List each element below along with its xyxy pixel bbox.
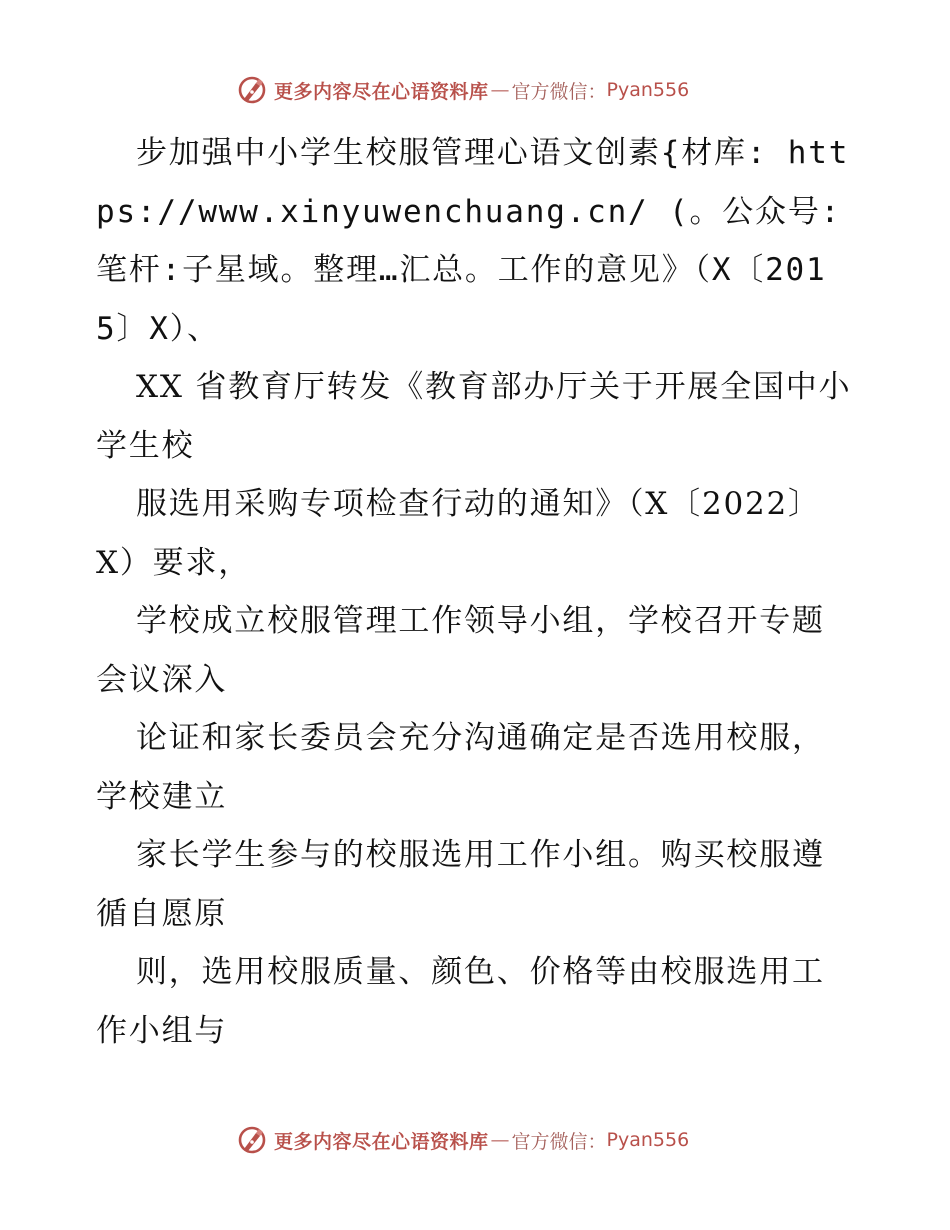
pen-nib-logo-icon xyxy=(236,1124,268,1156)
body-paragraph-1: 步加强中小学生校服管理心语文创素{材库: https://www.xinyuwenchuang.cn/ (。公众号: 笔杆:子星域。整理…汇总。工作的意见》（X〔2015〕X）、 xyxy=(96,135,850,347)
pen-nib-logo-icon xyxy=(236,74,268,106)
banner-separator: — xyxy=(490,1129,510,1151)
body-paragraph-6: 家长学生参与的校服选用工作小组。购买校服遵循自愿原 xyxy=(96,837,825,932)
footer-banner xyxy=(236,1122,689,1158)
banner-wechat-id: Pyan556 xyxy=(606,1129,690,1151)
banner-wechat-label: 官方微信： xyxy=(511,80,607,103)
header-banner xyxy=(236,72,689,108)
banner-text: 更多内容尽在心语资料库 xyxy=(274,80,489,103)
body-paragraph-7: 则，选用校服质量、颜色、价格等由校服选用工作小组与 xyxy=(96,954,825,1049)
banner-separator: — xyxy=(490,79,510,101)
body-paragraph-4: 学校成立校服管理工作领导小组，学校召开专题会议深入 xyxy=(96,603,825,698)
banner-wechat-label: 官方微信： xyxy=(511,1130,607,1153)
body-paragraph-3: 服选用采购专项检查行动的通知》（X〔2022〕X）要求， xyxy=(96,486,821,581)
banner-text: 更多内容尽在心语资料库 xyxy=(274,1130,489,1153)
banner-wechat-id: Pyan556 xyxy=(606,79,690,101)
body-paragraph-2: XX 省教育厅转发《教育部办厅关于开展全国中小学生校 xyxy=(96,369,852,464)
document-body xyxy=(96,124,854,1060)
body-paragraph-5: 论证和家长委员会充分沟通确定是否选用校服，学校建立 xyxy=(96,720,825,815)
